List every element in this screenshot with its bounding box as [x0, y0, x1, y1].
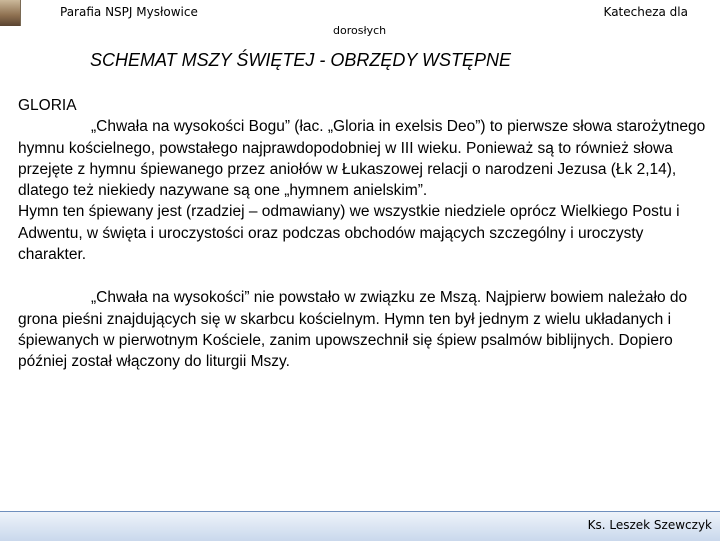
- footer-bar: [0, 511, 720, 541]
- parish-logo-image: [0, 0, 21, 26]
- section-heading: GLORIA: [18, 97, 77, 114]
- footer-author: Ks. Leszek Szewczyk: [587, 518, 712, 532]
- header-catechesis-label: Katecheza dla: [603, 5, 688, 19]
- page-title: SCHEMAT MSZY ŚWIĘTEJ - OBRZĘDY WSTĘPNE: [90, 50, 512, 70]
- paragraph-intro-text: „Chwała na wysokości Bogu” (łac. „Gloria in exelsis Deo”) to pierwsze słowa starożytnego hymnu kościelnego, powstałego najprawdopodobniej w III wieku. Ponieważ są to również słowa przejęte z hymnu śpiewanego przez aniołów w Łukaszowej relacji o narodzeni Jezusa (Łk 2,14), dlatego też niekiedy nazywane są one „hymnem anielskim”.: [18, 118, 706, 200]
- header-parish-name: Parafia NSPJ Mysłowice: [60, 5, 198, 19]
- paragraph-spacer: [18, 265, 712, 287]
- paragraph-history: [18, 287, 712, 372]
- paragraph-history-text: „Chwała na wysokości” nie powstało w związku ze Mszą. Najpierw bowiem należało do grona pieśni znajdujących się w skarbcu kościelnym. Hymn ten był jednym z wielu układanych i śpiewanych w pierwotnym Kościele, zanim upowszechnił się śpiew psalmów biblijnych. Dopiero później został włączony do liturgii Mszy.: [18, 289, 688, 371]
- header-catechesis-continuation: dorosłych: [333, 24, 387, 37]
- paragraph-usage: Hymn ten śpiewany jest (rzadziej – odmawiany) we wszystkie niedziele oprócz Wielkiego Postu i Adwentu, w święta i uroczystości oraz podczas obchodów mających szczególny i uroczysty charakter.: [18, 203, 680, 264]
- paragraph-intro: [18, 116, 712, 201]
- main-content: [18, 95, 712, 373]
